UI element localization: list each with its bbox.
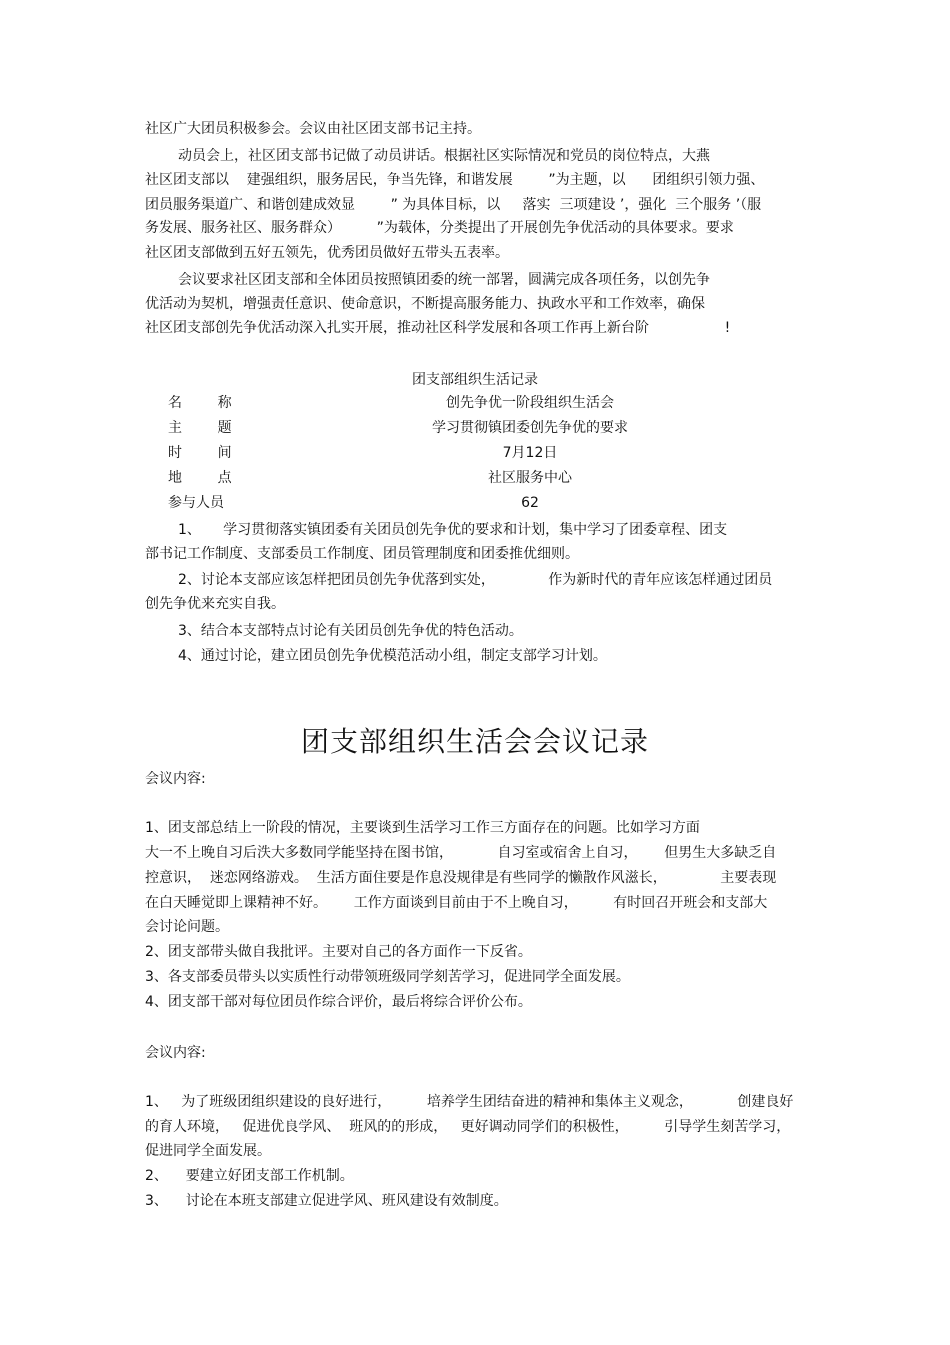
- record-item: 1、 学习贯彻落实镇团委有关团员创先争优的要求和计划，集中学习了团委章程、团支: [178, 522, 728, 538]
- paragraph-line: 社区团支部创先争优活动深入扎实开展，推动社区科学发展和各项工作再上新台阶 !: [145, 320, 731, 336]
- record-item: 2、讨论本支部应该怎样把团员创先争优落到实处， 作为新时代的青年应该怎样通过团员: [178, 572, 773, 588]
- record-item: 3、结合本支部特点讨论有关团员创先争优的特色活动。: [178, 623, 523, 639]
- paragraph-line: 会议要求社区团支部和全体团员按照镇团委的统一部署，圆满完成各项任务，以创先争: [178, 272, 710, 288]
- meeting-line: 2、团支部带头做自我批评。主要对自己的各方面作一下反省。: [145, 944, 532, 960]
- record-value-name: 创先争优一阶段组织生活会: [446, 395, 614, 411]
- meeting-line: 1、 为了班级团组织建设的良好进行， 培养学生团结奋进的精神和集体主义观念， 创建良好: [145, 1094, 794, 1110]
- record-item: 创先争优来充实自我。: [145, 596, 285, 612]
- section-label: 会议内容:: [145, 771, 206, 787]
- section-label: 会议内容:: [145, 1045, 206, 1061]
- record-value-time: 7月12日: [502, 445, 558, 461]
- meeting-line: 会讨论问题。: [145, 919, 229, 935]
- record-item: 4、通过讨论，建立团员创先争优模范活动小组，制定支部学习计划。: [178, 648, 607, 664]
- meeting-line: 控意识， 迷恋网络游戏。 生活方面住要是作息没规律是有些同学的懒散作风滋长， 主要表现: [145, 870, 777, 886]
- record-value-topic: 学习贯彻镇团委创先争优的要求: [432, 420, 628, 436]
- paragraph-line: 社区广大团员积极参会。会议由社区团支部书记主持。: [145, 121, 481, 137]
- paragraph-line: 社区团支部以 建强组织，服务居民，争当先锋，和谐发展 ”为主题，以 团组织引领力强、: [145, 172, 765, 188]
- meeting-line: 的育人环境， 促进优良学风、 班风的的形成， 更好调动同学们的积极性， 引导学生刻苦学习，: [145, 1119, 791, 1135]
- meeting-line: 3、 讨论在本班支部建立促进学风、班风建设有效制度。: [145, 1193, 508, 1209]
- paragraph-line: 务发展、服务社区、服务群众） ”为载体，分类提出了开展创先争优活动的具体要求。要求: [145, 220, 734, 236]
- record-value-place: 社区服务中心: [488, 470, 572, 486]
- record-label-attendees: 参与人员: [168, 495, 224, 511]
- record-label-place: 地 点: [168, 470, 232, 486]
- record-label-name: 名 称: [168, 395, 232, 411]
- meeting-line: 促进同学全面发展。: [145, 1143, 271, 1159]
- record-label-topic: 主 题: [168, 420, 232, 436]
- meeting-line: 3、各支部委员带头以实质性行动带领班级同学刻苦学习，促进同学全面发展。: [145, 969, 630, 985]
- paragraph-line: 动员会上，社区团支部书记做了动员讲话。根据社区实际情况和党员的岗位特点，大燕: [178, 148, 710, 164]
- meeting-line: 1、团支部总结上一阶段的情况，主要谈到生活学习工作三方面存在的问题。比如学习方面: [145, 820, 700, 836]
- meeting-title: 团支部组织生活会会议记录: [300, 725, 649, 758]
- record-value-attendees: 62: [521, 495, 539, 511]
- meeting-line: 在白天睡觉即上课精神不好。 工作方面谈到目前由于不上晚自习， 有时回召开班会和支部大: [145, 895, 768, 911]
- paragraph-line: 团员服务渠道广、和谐创建成效显 ” 为具体目标，以 落实 三项建设 ’，强化 三个服务 ’（服: [145, 197, 762, 213]
- record-title: 团支部组织生活记录: [412, 372, 538, 388]
- paragraph-line: 优活动为契机，增强责任意识、使命意识，不断提高服务能力、执政水平和工作效率，确保: [145, 296, 705, 312]
- paragraph-line: 社区团支部做到五好五领先，优秀团员做好五带头五表率。: [145, 245, 509, 261]
- record-item: 部书记工作制度、支部委员工作制度、团员管理制度和团委推优细则。: [145, 546, 579, 562]
- meeting-line: 4、团支部干部对每位团员作综合评价，最后将综合评价公布。: [145, 994, 532, 1010]
- record-label-time: 时 间: [168, 445, 232, 461]
- meeting-line: 2、 要建立好团支部工作机制。: [145, 1168, 354, 1184]
- meeting-line: 大一不上晚自习后泆大多数同学能坚持在图书馆， 自习室或宿舍上自习， 但男生大多缺乏自: [145, 845, 777, 861]
